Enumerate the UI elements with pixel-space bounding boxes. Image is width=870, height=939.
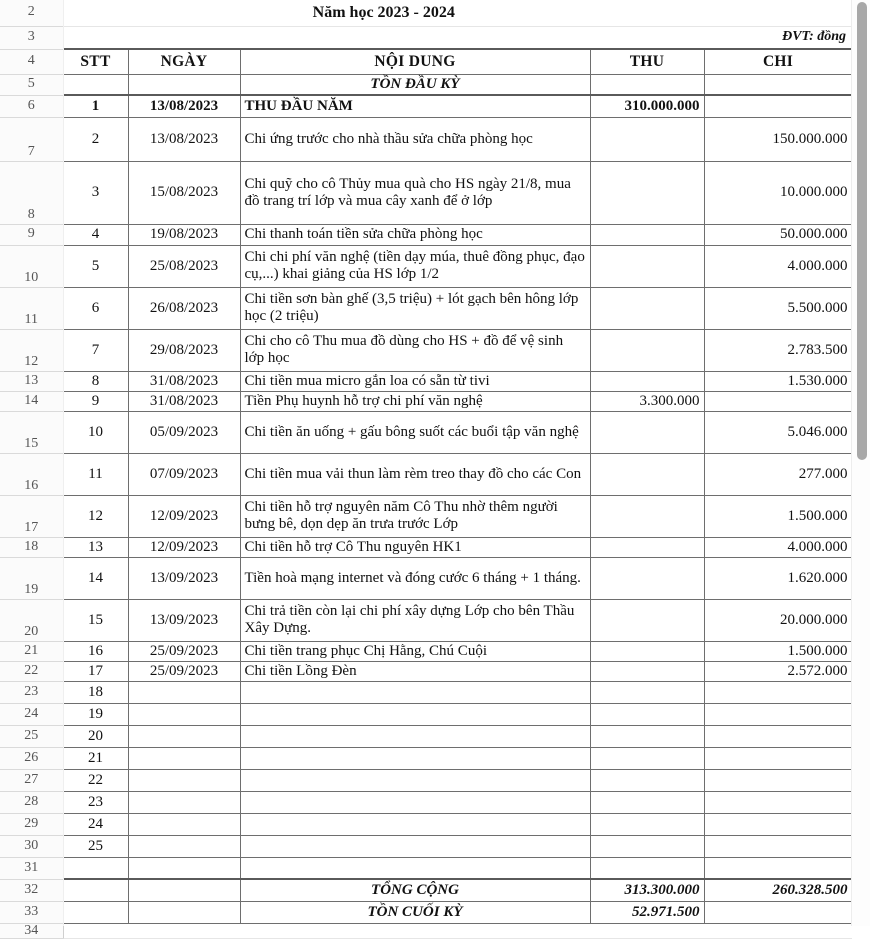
cell-ngay[interactable]: [128, 835, 240, 857]
closing-ngay[interactable]: [128, 901, 240, 923]
row-header-13[interactable]: 13: [0, 371, 63, 391]
cell-thu[interactable]: [590, 287, 704, 329]
table-row: [0, 161, 852, 224]
row-header-8[interactable]: 8: [0, 161, 63, 224]
cell-stt[interactable]: 22: [63, 769, 128, 791]
cell-stt[interactable]: 8: [63, 371, 128, 391]
cell-chi[interactable]: [704, 813, 852, 835]
totals-chi[interactable]: 260.328.500: [704, 879, 852, 901]
row-header-16[interactable]: 16: [0, 453, 63, 495]
cell-thu[interactable]: [590, 224, 704, 245]
row-header-7[interactable]: 7: [0, 117, 63, 161]
closing-stt[interactable]: [63, 901, 128, 923]
cell-ngay[interactable]: 12/09/2023: [128, 537, 240, 557]
row-header-15[interactable]: 15: [0, 411, 63, 453]
cell-noidung[interactable]: THU ĐẦU NĂM: [240, 95, 590, 117]
row-header-27[interactable]: 27: [0, 769, 63, 791]
row-header-22[interactable]: 22: [0, 661, 63, 681]
cell-chi[interactable]: [704, 857, 852, 879]
row-header-17[interactable]: 17: [0, 495, 63, 537]
cell-noidung[interactable]: Chi thanh toán tiền sửa chữa phòng học: [240, 224, 590, 245]
table-row: [0, 453, 852, 495]
cell-ngay[interactable]: 26/08/2023: [128, 287, 240, 329]
cell-noidung[interactable]: [240, 769, 590, 791]
cell-noidung[interactable]: Chi tiền trang phục Chị Hằng, Chú Cuội: [240, 641, 590, 661]
cell-noidung[interactable]: Chi tiền hỗ trợ nguyên năm Cô Thu nhờ thêm người bưng bê, dọn dẹp ăn trưa trước Lớp: [240, 495, 590, 537]
trailing-ngay[interactable]: [128, 923, 240, 939]
cell-noidung[interactable]: Chi cho cô Thu mua đồ dùng cho HS + đồ để vệ sinh lớp học: [240, 329, 590, 371]
cell-stt[interactable]: 20: [63, 725, 128, 747]
row-header-21[interactable]: 21: [0, 641, 63, 661]
cell-ngay[interactable]: 15/08/2023: [128, 161, 240, 224]
cell-stt[interactable]: 15: [63, 599, 128, 641]
cell-noidung[interactable]: [240, 703, 590, 725]
cell-thu[interactable]: [590, 791, 704, 813]
cell-stt[interactable]: 4: [63, 224, 128, 245]
page-title: Năm học 2023 - 2024: [312, 3, 455, 21]
unit-row-noidung[interactable]: [240, 26, 590, 49]
cell-stt[interactable]: 9: [63, 391, 128, 411]
cell-ngay[interactable]: [128, 747, 240, 769]
cell-noidung[interactable]: Tiền hoà mạng internet và đóng cước 6 tháng + 1 tháng.: [240, 557, 590, 599]
cell-stt[interactable]: 11: [63, 453, 128, 495]
cell-noidung[interactable]: Chi chi phí văn nghệ (tiền dạy múa, thuê đồng phục, đạo cụ,...) khai giảng của HS lớp 1/2: [240, 245, 590, 287]
table-row: [0, 813, 852, 835]
cell-thu[interactable]: [590, 161, 704, 224]
column-header-noidung[interactable]: NỘI DUNG: [240, 49, 590, 74]
trailing-noidung[interactable]: [240, 923, 590, 939]
cell-ngay[interactable]: 13/08/2023: [128, 95, 240, 117]
totals-label[interactable]: TỔNG CỘNG: [240, 879, 590, 901]
cell-chi[interactable]: 20.000.000: [704, 599, 852, 641]
cell-ngay[interactable]: 13/08/2023: [128, 117, 240, 161]
cell-ngay[interactable]: [128, 769, 240, 791]
cell-chi[interactable]: 5.046.000: [704, 411, 852, 453]
cell-chi[interactable]: [704, 95, 852, 117]
table-row: [0, 661, 852, 681]
cell-ngay[interactable]: [128, 791, 240, 813]
cell-stt[interactable]: 6: [63, 287, 128, 329]
closing-label[interactable]: TỒN CUỐI KỲ: [240, 901, 590, 923]
cell-ngay[interactable]: 31/08/2023: [128, 371, 240, 391]
cell-chi[interactable]: 2.572.000: [704, 661, 852, 681]
cell-noidung[interactable]: Chi tiền Lồng Đèn: [240, 661, 590, 681]
cell-thu[interactable]: [590, 245, 704, 287]
sheet-title-cell[interactable]: [63, 0, 704, 26]
cell-ngay[interactable]: [128, 857, 240, 879]
cell-stt[interactable]: 24: [63, 813, 128, 835]
totals-stt[interactable]: [63, 879, 128, 901]
row-header-33[interactable]: 33: [0, 901, 63, 923]
closing-thu[interactable]: 52.971.500: [590, 901, 704, 923]
closing-balance-row: [0, 901, 852, 923]
column-header-thu[interactable]: THU: [590, 49, 704, 74]
cell-chi[interactable]: 150.000.000: [704, 117, 852, 161]
row-header-28[interactable]: 28: [0, 791, 63, 813]
cell-thu[interactable]: [590, 599, 704, 641]
unit-note: ĐVT: đồng: [782, 29, 847, 45]
opening-balance-row: [0, 74, 852, 95]
opening-stt[interactable]: [63, 74, 128, 95]
cell-chi[interactable]: 4.000.000: [704, 245, 852, 287]
cell-thu[interactable]: [590, 769, 704, 791]
table-row: [0, 791, 852, 813]
table-row: [0, 287, 852, 329]
cell-stt[interactable]: 2: [63, 117, 128, 161]
cell-ngay[interactable]: 25/09/2023: [128, 641, 240, 661]
cell-chi[interactable]: [704, 791, 852, 813]
opening-ngay[interactable]: [128, 74, 240, 95]
row-header-10[interactable]: 10: [0, 245, 63, 287]
table-row: [0, 329, 852, 371]
table-row: [0, 117, 852, 161]
cell-thu[interactable]: [590, 835, 704, 857]
cell-noidung[interactable]: [240, 857, 590, 879]
row-header-20[interactable]: 20: [0, 599, 63, 641]
cell-thu[interactable]: [590, 661, 704, 681]
cell-stt[interactable]: 14: [63, 557, 128, 599]
table-row: [0, 557, 852, 599]
cell-ngay[interactable]: [128, 813, 240, 835]
table-row: [0, 725, 852, 747]
cell-thu[interactable]: [590, 703, 704, 725]
cell-chi[interactable]: 5.500.000: [704, 287, 852, 329]
unit-row-stt[interactable]: [63, 26, 128, 49]
cell-noidung[interactable]: [240, 725, 590, 747]
row-header-34[interactable]: 34: [0, 923, 63, 939]
cell-chi[interactable]: 277.000: [704, 453, 852, 495]
table-row: [0, 495, 852, 537]
row-header-32[interactable]: 32: [0, 879, 63, 901]
row-header-6[interactable]: 6: [0, 95, 63, 117]
cell-stt[interactable]: 7: [63, 329, 128, 371]
cell-ngay[interactable]: [128, 703, 240, 725]
cell-noidung[interactable]: Chi tiền sơn bàn ghế (3,5 triệu) + lót gạch bên hông lớp học (2 triệu): [240, 287, 590, 329]
totals-ngay[interactable]: [128, 879, 240, 901]
cell-chi[interactable]: [704, 391, 852, 411]
cell-chi[interactable]: [704, 835, 852, 857]
table-row: [0, 769, 852, 791]
cell-ngay[interactable]: 13/09/2023: [128, 557, 240, 599]
gutter-divider: [63, 0, 64, 926]
column-header-stt[interactable]: STT: [63, 49, 128, 74]
cell-noidung[interactable]: [240, 813, 590, 835]
cell-stt[interactable]: 16: [63, 641, 128, 661]
row-header-2[interactable]: 2: [0, 0, 63, 26]
cell-stt[interactable]: 23: [63, 791, 128, 813]
cell-chi[interactable]: [704, 747, 852, 769]
vertical-scrollbar[interactable]: [851, 0, 870, 926]
cell-chi[interactable]: [704, 703, 852, 725]
cell-noidung[interactable]: Tiền Phụ huynh hỗ trợ chi phí văn nghệ: [240, 391, 590, 411]
table-row: [0, 641, 852, 661]
cell-thu[interactable]: [590, 641, 704, 661]
cell-noidung[interactable]: [240, 835, 590, 857]
cell-chi[interactable]: 50.000.000: [704, 224, 852, 245]
cell-thu[interactable]: 310.000.000: [590, 95, 704, 117]
cell-thu[interactable]: [590, 411, 704, 453]
cell-noidung[interactable]: Chi tiền mua vải thun làm rèm treo thay đồ cho các Con: [240, 453, 590, 495]
cell-ngay[interactable]: 25/08/2023: [128, 245, 240, 287]
cell-chi[interactable]: [704, 725, 852, 747]
cell-ngay[interactable]: 31/08/2023: [128, 391, 240, 411]
opening-chi[interactable]: [704, 74, 852, 95]
row-header-25[interactable]: 25: [0, 725, 63, 747]
opening-label[interactable]: TỒN ĐẦU KỲ: [240, 74, 590, 95]
row-header-23[interactable]: 23: [0, 681, 63, 703]
cell-chi[interactable]: [704, 681, 852, 703]
cell-chi[interactable]: [704, 769, 852, 791]
cell-stt[interactable]: 12: [63, 495, 128, 537]
cell-thu[interactable]: [590, 725, 704, 747]
row-header-9[interactable]: 9: [0, 224, 63, 245]
cell-thu[interactable]: [590, 747, 704, 769]
row-header-11[interactable]: 11: [0, 287, 63, 329]
table-row: [0, 371, 852, 391]
cell-thu[interactable]: [590, 371, 704, 391]
cell-stt[interactable]: 3: [63, 161, 128, 224]
table-row: [0, 703, 852, 725]
cell-ngay[interactable]: 12/09/2023: [128, 495, 240, 537]
cell-thu[interactable]: [590, 117, 704, 161]
table-row: [0, 224, 852, 245]
table-row: [0, 681, 852, 703]
unit-row-thu[interactable]: [590, 26, 704, 49]
cell-chi[interactable]: 2.783.500: [704, 329, 852, 371]
table-row: [0, 599, 852, 641]
opening-thu[interactable]: [590, 74, 704, 95]
row-header-26[interactable]: 26: [0, 747, 63, 769]
column-header-ngay[interactable]: NGÀY: [128, 49, 240, 74]
cell-thu[interactable]: [590, 537, 704, 557]
table-row: [0, 391, 852, 411]
cell-stt[interactable]: 5: [63, 245, 128, 287]
cell-ngay[interactable]: 29/08/2023: [128, 329, 240, 371]
totals-row: [0, 879, 852, 901]
cell-chi[interactable]: 4.000.000: [704, 537, 852, 557]
cell-noidung[interactable]: Chi tiền ăn uống + gấu bông suốt các buổi tập văn nghệ: [240, 411, 590, 453]
cell-ngay[interactable]: 25/09/2023: [128, 661, 240, 681]
row-header-3[interactable]: 3: [0, 26, 63, 49]
cell-stt[interactable]: 25: [63, 835, 128, 857]
row-header-12[interactable]: 12: [0, 329, 63, 371]
cell-chi[interactable]: 1.500.000: [704, 641, 852, 661]
row-header-4[interactable]: 4: [0, 49, 63, 74]
trailing-thu[interactable]: [590, 923, 704, 939]
row-header-24[interactable]: 24: [0, 703, 63, 725]
cell-stt[interactable]: 10: [63, 411, 128, 453]
cell-stt[interactable]: 17: [63, 661, 128, 681]
cell-thu[interactable]: [590, 681, 704, 703]
cell-stt[interactable]: 1: [63, 95, 128, 117]
column-header-chi[interactable]: CHI: [704, 49, 852, 74]
trailing-chi[interactable]: [704, 923, 852, 939]
row-header-19[interactable]: 19: [0, 557, 63, 599]
row-header-14[interactable]: 14: [0, 391, 63, 411]
cell-thu[interactable]: [590, 453, 704, 495]
cell-thu[interactable]: [590, 857, 704, 879]
cell-thu[interactable]: [590, 813, 704, 835]
table-row: [0, 411, 852, 453]
trailing-stt[interactable]: [63, 923, 128, 939]
cell-chi[interactable]: 1.620.000: [704, 557, 852, 599]
cell-thu[interactable]: [590, 329, 704, 371]
table-row: [0, 245, 852, 287]
cell-stt[interactable]: 13: [63, 537, 128, 557]
table-row: [0, 923, 852, 939]
cell-stt[interactable]: [63, 857, 128, 879]
row-header-18[interactable]: 18: [0, 537, 63, 557]
cell-stt[interactable]: 19: [63, 703, 128, 725]
unit-note-row: [0, 26, 852, 49]
cell-noidung[interactable]: [240, 747, 590, 769]
row-header-29[interactable]: 29: [0, 813, 63, 835]
cell-chi[interactable]: 10.000.000: [704, 161, 852, 224]
title-row-spacer[interactable]: [704, 0, 852, 26]
unit-row-ngay[interactable]: [128, 26, 240, 49]
table-row: [0, 95, 852, 117]
title-row: [0, 0, 852, 26]
table-row: [0, 537, 852, 557]
vertical-scrollbar-thumb[interactable]: [857, 2, 867, 460]
cell-chi[interactable]: 1.500.000: [704, 495, 852, 537]
cell-thu[interactable]: 3.300.000: [590, 391, 704, 411]
unit-note-cell[interactable]: [704, 26, 852, 49]
table-row: [0, 857, 852, 879]
table-row: [0, 747, 852, 769]
cell-ngay[interactable]: 07/09/2023: [128, 453, 240, 495]
cell-noidung[interactable]: Chi tiền hỗ trợ Cô Thu nguyên HK1: [240, 537, 590, 557]
row-header-30[interactable]: 30: [0, 835, 63, 857]
cell-stt[interactable]: 18: [63, 681, 128, 703]
cell-noidung[interactable]: Chi ứng trước cho nhà thầu sửa chữa phòng học: [240, 117, 590, 161]
cell-thu[interactable]: [590, 495, 704, 537]
cell-ngay[interactable]: 05/09/2023: [128, 411, 240, 453]
totals-thu[interactable]: 313.300.000: [590, 879, 704, 901]
cell-stt[interactable]: 21: [63, 747, 128, 769]
cell-noidung[interactable]: Chi quỹ cho cô Thủy mua quà cho HS ngày 21/8, mua đồ trang trí lớp và mua cây xanh để ở lớp: [240, 161, 590, 224]
row-header-31[interactable]: 31: [0, 857, 63, 879]
cell-ngay[interactable]: 13/09/2023: [128, 599, 240, 641]
closing-chi[interactable]: [704, 901, 852, 923]
table-row: [0, 835, 852, 857]
cell-ngay[interactable]: [128, 725, 240, 747]
cell-ngay[interactable]: 19/08/2023: [128, 224, 240, 245]
cell-noidung[interactable]: Chi tiền mua micro gắn loa có sẵn từ tivi: [240, 371, 590, 391]
row-header-5[interactable]: 5: [0, 74, 63, 95]
cell-noidung[interactable]: [240, 681, 590, 703]
cell-thu[interactable]: [590, 557, 704, 599]
cell-chi[interactable]: 1.530.000: [704, 371, 852, 391]
cell-ngay[interactable]: [128, 681, 240, 703]
column-header-row: [0, 49, 852, 74]
cell-noidung[interactable]: Chi trả tiền còn lại chi phí xây dựng Lớp cho bên Thầu Xây Dựng.: [240, 599, 590, 641]
cell-noidung[interactable]: [240, 791, 590, 813]
